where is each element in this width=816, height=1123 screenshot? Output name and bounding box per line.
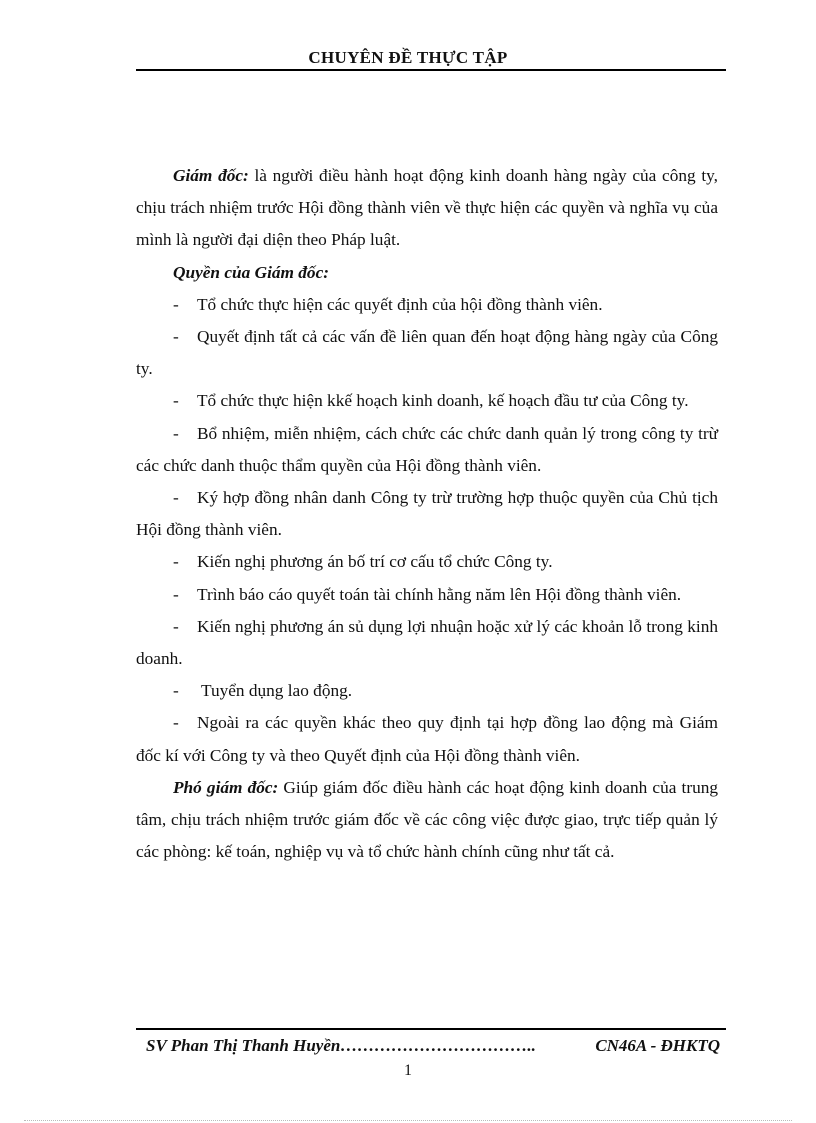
footer-student: SV Phan Thị Thanh Huyền [146,1036,341,1055]
document-body [136,160,718,868]
deputy-lead: Phó giám đốc: [173,777,279,797]
rights-item-text: Kiến nghị phương án bố trí cơ cấu tổ chức Công ty. [197,552,553,572]
bullet-dash: - [173,488,179,508]
rights-item-text: Ký hợp đồng nhân danh Công ty trừ trường hợp thuộc quyền của Chủ tịch Hội đồng thành viên. [136,488,718,540]
bullet-dash: - [173,423,179,443]
footer-dots: …………………………….. [340,1036,536,1055]
rights-list-item [136,385,718,417]
director-paragraph [136,160,718,257]
rights-list-item [136,675,718,707]
rights-list-item [136,482,718,546]
rights-list-item [136,289,718,321]
rights-item-text: Kiến nghị phương án sủ dụng lợi nhuận hoặc xử lý các khoản lỗ trong kinh doanh. [136,616,718,669]
rights-list-item [136,546,718,578]
bullet-dash: - [173,327,179,347]
bullet-dash: - [173,391,179,411]
deputy-text: Giúp giám đốc điều hành các hoạt động kinh doanh của trung tâm, chịu trách nhiệm trước giám đốc về các công việc được giao, trực tiếp quản lý các phòng: kế toán, nghiệp vụ và tổ chức hành chính cũng như tất cả. [136,777,718,862]
rights-item-text: Trình báo cáo quyết toán tài chính hằng năm lên Hội đồng thành viên. [197,584,682,604]
rights-heading: Quyền của Giám đốc: [173,262,329,282]
bullet-dash: - [173,681,179,701]
rights-item-text: Tuyển dụng lao động. [197,681,353,701]
deputy-paragraph [136,772,718,869]
page-number: 1 [404,1062,412,1079]
rights-item-text: Ngoài ra các quyền khác theo quy định tại hợp đồng lao động mà Giám đốc kí với Công ty và theo Quyết định của Hội đồng thành viên. [136,713,718,765]
rights-list-item [136,321,718,385]
rights-list [136,289,718,772]
bullet-dash: - [173,713,179,733]
footer-class: CN46A - ĐHKTQ [595,1036,720,1055]
rights-item-text: Quyết định tất cả các vấn đề liên quan đến hoạt động hàng ngày của Công ty. [136,327,718,379]
bullet-dash: - [173,616,179,636]
rights-list-item [136,579,718,611]
header-divider [136,69,726,71]
page-header-title: CHUYÊN ĐỀ THỰC TẬP [308,48,508,67]
rights-item-text: Tổ chức thực hiện kkế hoạch kinh doanh, kế hoạch đầu tư của Công ty. [197,391,689,411]
rights-list-item [136,707,718,771]
rights-list-item [136,418,718,482]
rights-list-item [136,611,718,675]
page-bottom-border [24,1120,792,1121]
bullet-dash: - [173,294,179,314]
director-lead: Giám đốc: [173,166,249,185]
rights-item-text: Bổ nhiệm, miễn nhiệm, cách chức các chức danh quản lý trong công ty trừ các chức danh thuộc thẩm quyền của Hội đồng thành viên. [136,423,718,475]
director-text: là người điều hành hoạt động kinh doanh hàng ngày của công ty, chịu trách nhiệm trước Hội đồng thành viên về thực hiện các quyền và nghĩa vụ của mình là người đại diện theo Pháp luật. [136,166,718,250]
bullet-dash: - [173,584,179,604]
rights-item-text: Tổ chức thực hiện các quyết định của hội đồng thành viên. [197,294,603,314]
footer-divider [136,1028,726,1030]
bullet-dash: - [173,552,179,572]
page-footer [146,1036,720,1056]
